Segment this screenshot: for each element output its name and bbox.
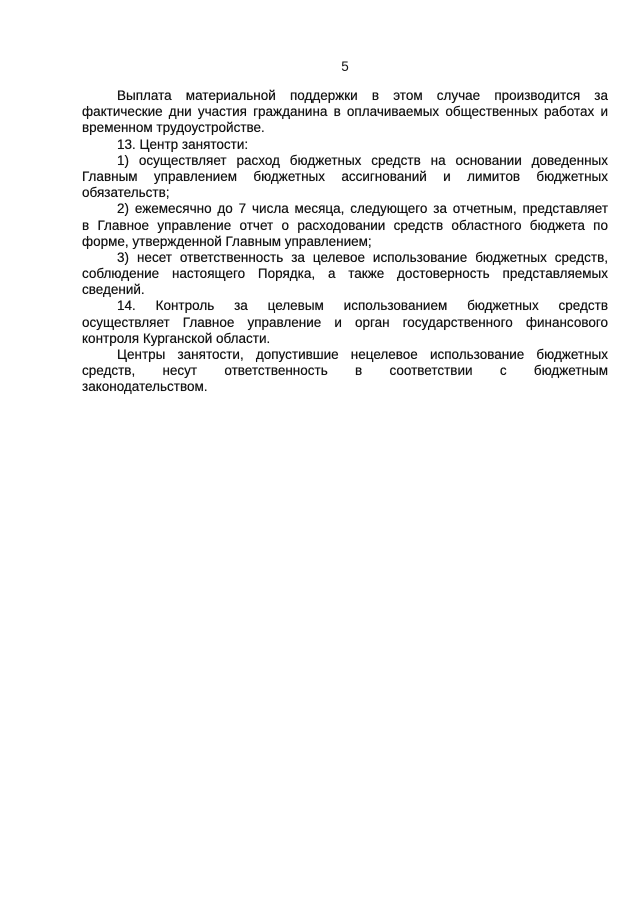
text-line: Главным управлением бюджетных ассигнований и лимитов бюджетных — [82, 168, 608, 184]
text-line: осуществляет Главное управление и орган государственного финансового — [82, 314, 608, 330]
text-line: Центры занятости, допустившие нецелевое использование бюджетных — [117, 347, 608, 362]
text-line: контроля Курганской области. — [82, 330, 271, 346]
paragraph-item-13-3 — [82, 250, 608, 299]
text-line: средств, несут ответственность в соответствии с бюджетным — [82, 363, 608, 379]
paragraph-support-payment — [82, 88, 608, 137]
paragraph-item-14 — [82, 298, 608, 347]
text-line: 2) ежемесячно до 7 числа месяца, следующего за отчетным, представляет — [117, 201, 608, 217]
text-line: в Главное управление отчет о расходовании средств областного бюджета по — [82, 217, 608, 233]
paragraph-item-13-heading — [82, 137, 608, 153]
text-line: фактические дни участия гражданина в оплачиваемых общественных работах и — [82, 104, 608, 120]
paragraph-responsibility — [82, 347, 608, 396]
text-line: временном трудоустройстве. — [82, 120, 265, 136]
document-body — [82, 88, 608, 396]
page-number: 5 — [341, 59, 349, 74]
text-line: 1) осуществляет расход бюджетных средств на основании доведенных — [117, 152, 608, 168]
text-line: сведений. — [82, 282, 145, 298]
paragraph-item-13-1 — [82, 153, 608, 202]
text-line: соблюдение настоящего Порядка, а также достоверность представляемых — [82, 266, 608, 282]
text-line: 13. Центр занятости: — [117, 136, 249, 152]
text-line: обязательств; — [82, 185, 170, 201]
text-line: 14. Контроль за целевым использованием бюджетных средств — [117, 298, 608, 314]
text-line: форме, утвержденной Главным управлением; — [82, 233, 372, 249]
text-line: законодательством. — [82, 379, 208, 395]
text-line: 3) несет ответственность за целевое использование бюджетных средств, — [117, 249, 608, 265]
paragraph-item-13-2 — [82, 201, 608, 250]
text-line: Выплата материальной поддержки в этом случае производится за — [117, 88, 608, 103]
